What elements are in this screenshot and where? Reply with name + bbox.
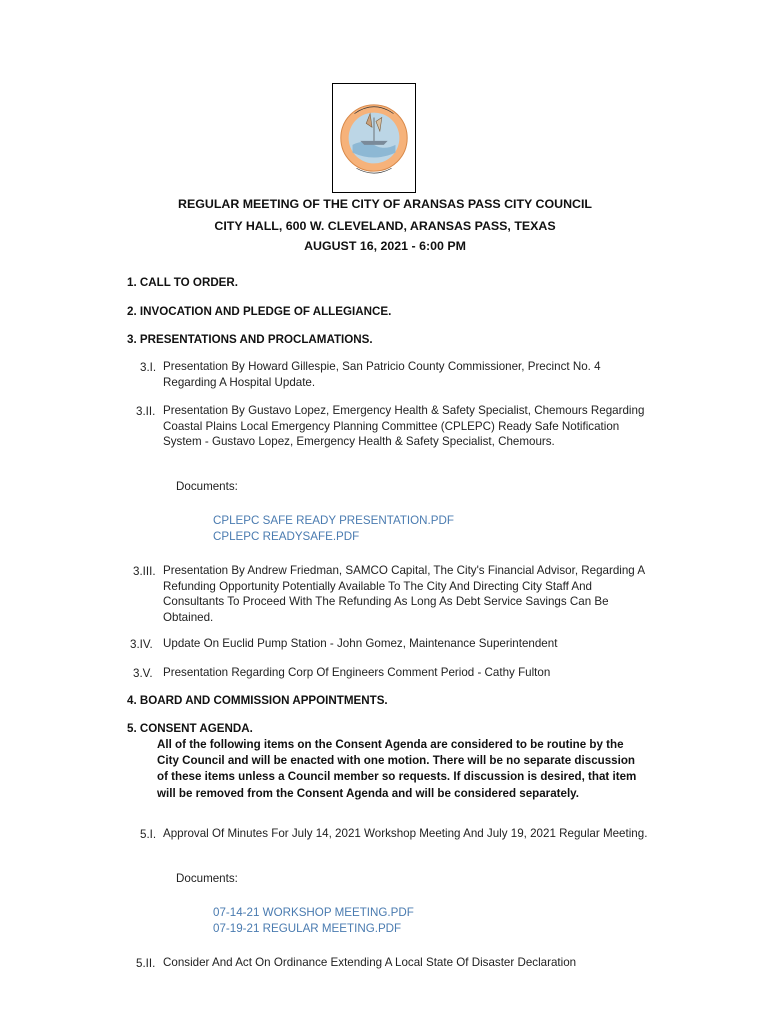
item-text: Presentation By Gustavo Lopez, Emergency Health & Safety Specialist, Chemours Regarding Coastal Plains Local Emergency Planning Committee (CPLEPC) Ready Safe Notification System - Gustavo Lopez, Emergency Health & Safety Specialist, Chemours. (163, 404, 645, 449)
section-board-appointments: 4. BOARD AND COMMISSION APPOINTMENTS. (127, 694, 388, 707)
item-number: 3.III. (133, 565, 156, 578)
documents-label: Documents: (176, 872, 238, 885)
item-text: Approval Of Minutes For July 14, 2021 Workshop Meeting And July 19, 2021 Regular Meeting. (163, 827, 648, 840)
documents-label: Documents: (176, 480, 238, 493)
item-text: Update On Euclid Pump Station - John Gomez, Maintenance Superintendent (163, 637, 558, 650)
item-text: Consider And Act On Ordinance Extending A Local State Of Disaster Declaration (163, 956, 577, 969)
meeting-title: REGULAR MEETING OF THE CITY OF ARANSAS PASS CITY COUNCIL (178, 197, 592, 211)
section-invocation: 2. INVOCATION AND PLEDGE OF ALLEGIANCE. (127, 305, 392, 318)
meeting-date: AUGUST 16, 2021 - 6:00 PM (304, 239, 466, 253)
item-number: 5.I. (140, 828, 157, 841)
item-text: Presentation By Howard Gillespie, San Patricio County Commissioner, Precinct No. 4 Regarding A Hospital Update. (163, 360, 601, 389)
item-text: Presentation Regarding Corp Of Engineers Comment Period - Cathy Fulton (163, 666, 551, 679)
item-number: 3.IV. (130, 638, 153, 651)
item-number: 3.II. (136, 405, 156, 418)
workshop-minutes-link[interactable]: 07-14-21 WORKSHOP MEETING.PDF (213, 906, 414, 919)
section-call-to-order: 1. CALL TO ORDER. (127, 276, 239, 289)
section-presentations: 3. PRESENTATIONS AND PROCLAMATIONS. (127, 333, 373, 346)
section-consent-agenda: 5. CONSENT AGENDA. (127, 722, 253, 735)
consent-agenda-note: All of the following items on the Consent Agenda are considered to be routine by the City Council and will be enacted with one motion. There will be no separate discussion of these items unless a Council member so requests. If discussion is desired, that item will be removed from the Consent Agenda and will be considered separately. (157, 738, 637, 800)
cplepc-readysafe-link[interactable]: CPLEPC READYSAFE.PDF (213, 530, 360, 543)
item-number: 5.II. (136, 957, 156, 970)
item-number: 3.V. (133, 667, 153, 680)
city-seal-logo (332, 83, 416, 193)
meeting-location: CITY HALL, 600 W. CLEVELAND, ARANSAS PASS, TEXAS (214, 219, 556, 233)
regular-minutes-link[interactable]: 07-19-21 REGULAR MEETING.PDF (213, 922, 402, 935)
item-text: Presentation By Andrew Friedman, SAMCO Capital, The City's Financial Advisor, Regarding A Refunding Opportunity Potentially Available To The City And Directing City Staff And Consultants To Proceed With The Refunding As Long As Debt Service Savings Can Be Obtained. (163, 564, 645, 624)
item-number: 3.I. (140, 361, 157, 374)
cplepc-presentation-link[interactable]: CPLEPC SAFE READY PRESENTATION.PDF (213, 514, 454, 527)
